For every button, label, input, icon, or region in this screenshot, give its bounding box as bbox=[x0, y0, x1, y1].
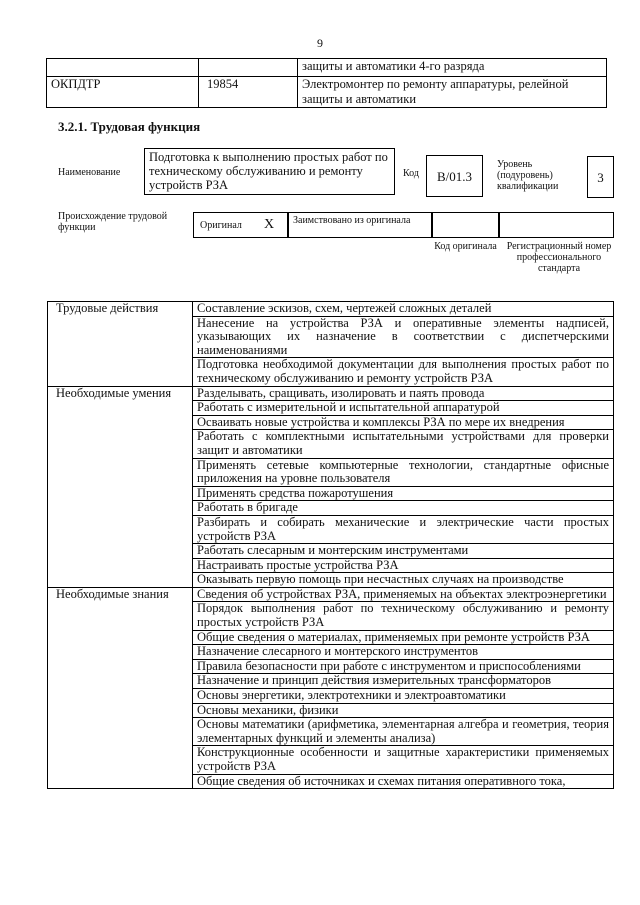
borrowed-box bbox=[288, 212, 432, 238]
table-cell: 19854 bbox=[199, 77, 298, 108]
table-row bbox=[48, 386, 614, 401]
skills-item: Работать с комплектными испытательными устройствами для проверки защит и автоматики bbox=[193, 430, 614, 458]
reg-number-box bbox=[499, 212, 614, 238]
level-box bbox=[587, 156, 614, 198]
table-row bbox=[47, 59, 607, 77]
function-details-table bbox=[47, 301, 614, 789]
knowledge-item: Назначение слесарного и монтерского инструментов bbox=[193, 645, 614, 660]
skills-item: Применять сетевые компьютерные технологии, стандартные офисные приложения на уровне пользователя bbox=[193, 458, 614, 486]
page-number: 9 bbox=[317, 36, 323, 50]
knowledge-item: Правила безопасности при работе с инструментом и приспособлениями bbox=[193, 659, 614, 674]
original-mark: X bbox=[264, 217, 275, 232]
origin-label: Происхождение трудовой функции bbox=[58, 211, 168, 233]
knowledge-item: Основы математики (арифметика, элементарная алгебра и геометрия, теория элементарных функций и элементы анализа) bbox=[193, 718, 614, 746]
skills-item: Работать с измерительной и испытательной аппаратурой bbox=[193, 401, 614, 416]
skills-item: Настраивать простые устройства РЗА bbox=[193, 558, 614, 573]
function-name-box bbox=[144, 148, 395, 195]
original-box bbox=[193, 212, 288, 238]
original-label: Оригинал bbox=[200, 220, 242, 231]
function-name-value: Подготовка к выполнению простых работ по техническому обслуживанию и ремонту устройств РЗА bbox=[149, 150, 388, 192]
reg-number-label: Регистрационный номер профессионального стандарта bbox=[506, 241, 612, 274]
code-label: Код bbox=[403, 168, 419, 179]
table-cell: Электромонтер по ремонту аппаратуры, релейной защиты и автоматики bbox=[298, 77, 607, 108]
table-cell bbox=[199, 59, 298, 77]
skills-item: Разбирать и собирать механические и электрические части простых устройств РЗА bbox=[193, 515, 614, 543]
code-value: B/01.3 bbox=[436, 169, 473, 184]
skills-item: Осваивать новые устройства и комплексы РЗА по мере их внедрения bbox=[193, 415, 614, 430]
knowledge-item: Порядок выполнения работ по техническому обслуживанию и ремонту простых устройств РЗА bbox=[193, 602, 614, 630]
knowledge-item: Основы механики, физики bbox=[193, 703, 614, 718]
name-label: Наименование bbox=[58, 167, 121, 178]
knowledge-item: Общие сведения о материалах, применяемых при ремонте устройств РЗА bbox=[193, 630, 614, 645]
knowledge-item: Сведения об устройствах РЗА, применяемых на объектах электроэнергетики bbox=[193, 587, 614, 602]
knowledge-item: Назначение и принцип действия измерительных трансформаторов bbox=[193, 674, 614, 689]
actions-item: Нанесение на устройства РЗА и оперативные элементы надписей, указывающих их назначение в соответствии с диспетчерскими наименованиями bbox=[193, 316, 614, 358]
skills-item: Разделывать, сращивать, изолировать и паять провода bbox=[193, 386, 614, 401]
skills-item: Работать в бригаде bbox=[193, 501, 614, 516]
level-value: 3 bbox=[597, 170, 604, 185]
skills-item: Работать слесарным и монтерским инструментами bbox=[193, 544, 614, 559]
code-original-box bbox=[432, 212, 499, 238]
actions-item: Составление эскизов, схем, чертежей сложных деталей bbox=[193, 302, 614, 317]
code-box bbox=[426, 155, 483, 197]
knowledge-item: Общие сведения об источниках и схемах питания оперативного тока, bbox=[193, 774, 614, 789]
knowledge-item: Конструкционные особенности и защитные характеристики применяемых устройств РЗА bbox=[193, 746, 614, 774]
skills-item: Оказывать первую помощь при несчастных случаях на производстве bbox=[193, 573, 614, 588]
skills-category: Необходимые умения bbox=[48, 386, 193, 587]
section-title: 3.2.1. Трудовая функция bbox=[58, 119, 201, 134]
level-label: Уровень (подуровень) квалификации bbox=[497, 159, 559, 192]
okpdtr-table bbox=[46, 58, 607, 108]
code-original-label: Код оригинала bbox=[434, 241, 497, 252]
table-row bbox=[48, 302, 614, 317]
table-cell bbox=[47, 59, 199, 77]
actions-category: Трудовые действия bbox=[48, 302, 193, 387]
table-row bbox=[48, 587, 614, 602]
knowledge-item: Основы энергетики, электротехники и электроавтоматики bbox=[193, 689, 614, 704]
table-cell: защиты и автоматики 4-го разряда bbox=[298, 59, 607, 77]
actions-item: Подготовка необходимой документации для выполнения простых работ по техническому обслуживанию и ремонту устройств РЗА bbox=[193, 358, 614, 386]
knowledge-category: Необходимые знания bbox=[48, 587, 193, 788]
table-row bbox=[47, 77, 607, 108]
skills-item: Применять средства пожаротушения bbox=[193, 486, 614, 501]
table-cell: ОКПДТР bbox=[47, 77, 199, 108]
borrowed-label: Заимствовано из оригинала bbox=[293, 215, 411, 226]
